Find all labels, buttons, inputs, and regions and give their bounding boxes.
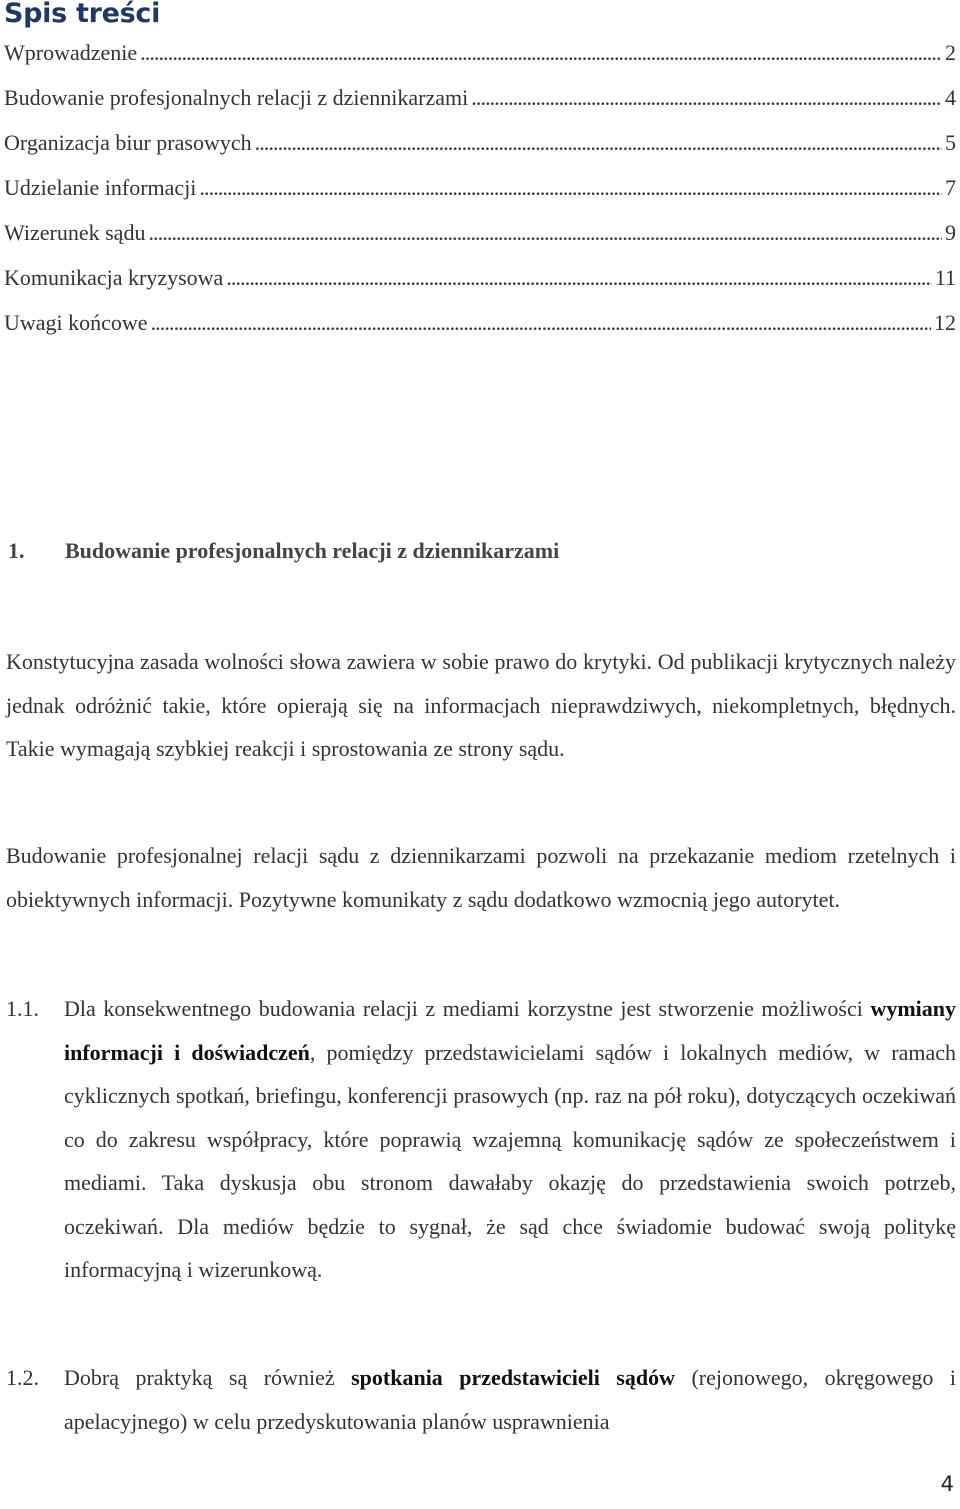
toc-entry-page[interactable]: 5 bbox=[945, 130, 956, 155]
item-number: 1.1. bbox=[6, 996, 39, 1021]
toc-entry-label[interactable]: Uwagi końcowe bbox=[4, 310, 148, 335]
toc-entry[interactable] bbox=[4, 300, 956, 345]
item-text-part: Dla konsekwentnego budowania relacji z mediami korzystne jest stworzenie możliwości bbox=[64, 996, 871, 1021]
toc-leader-dots bbox=[226, 255, 931, 300]
toc-leader-dots bbox=[151, 300, 931, 345]
section-heading bbox=[8, 538, 559, 564]
toc-title: Spis treści bbox=[4, 0, 161, 29]
toc-entry[interactable] bbox=[4, 210, 956, 255]
toc-leader-dots bbox=[199, 165, 942, 210]
table-of-contents bbox=[4, 30, 956, 345]
toc-entry[interactable] bbox=[4, 30, 956, 75]
toc-leader-dots bbox=[140, 30, 942, 75]
item-text-part: , pomiędzy przedstawicielami sądów i lokalnych mediów, w ramach cyklicznych spotkań, briefingu, konferencji prasowych (np. raz na pół roku), dotyczących oczekiwań co do zakresu współpracy, które poprawią wzajemną komunikację sądów ze społeczeństwem i mediami. Taka dyskusja obu stronom dawałaby okazję do przedstawienia swoich potrzeb, oczekiwań. Dla mediów będzie to sygnał, że sąd chce świadomie budować swoją politykę informacyjną i wizerunkową. bbox=[64, 1039, 956, 1282]
item-text bbox=[64, 1356, 956, 1443]
toc-leader-dots bbox=[471, 75, 942, 120]
toc-entry[interactable] bbox=[4, 255, 956, 300]
toc-entry-label[interactable]: Komunikacja kryzysowa bbox=[4, 265, 224, 290]
numbered-item bbox=[6, 987, 956, 1292]
toc-entry-page[interactable]: 2 bbox=[945, 40, 956, 65]
numbered-item bbox=[6, 1356, 956, 1443]
toc-leader-dots bbox=[255, 120, 942, 165]
toc-entry-page[interactable]: 12 bbox=[934, 310, 956, 335]
toc-entry-page[interactable]: 11 bbox=[934, 265, 956, 290]
toc-entry-page[interactable]: 7 bbox=[945, 175, 956, 200]
toc-entry-label[interactable]: Wizerunek sądu bbox=[4, 220, 146, 245]
item-bold-text: spotkania przedstawicieli sądów bbox=[351, 1365, 675, 1390]
item-text bbox=[64, 987, 956, 1292]
toc-leader-dots bbox=[148, 210, 942, 255]
toc-entry[interactable] bbox=[4, 120, 956, 165]
toc-entry-label[interactable]: Wprowadzenie bbox=[4, 40, 138, 65]
body-paragraph: Konstytucyjna zasada wolności słowa zawiera w sobie prawo do krytyki. Od publikacji krytycznych należy jednak odróżnić takie, które opierają się na informacjach nieprawdziwych, niekompletnych, błędnych. Takie wymagają szybkiej reakcji i sprostowania ze strony sądu. bbox=[6, 649, 956, 761]
item-bold-text: wymiany informacji i doświadczeń bbox=[64, 996, 956, 1065]
item-text-part: (rejonowego, okręgowego i apelacyjnego) w celu przedyskutowania planów usprawnienia bbox=[64, 1365, 956, 1434]
toc-entry-page[interactable]: 4 bbox=[945, 85, 956, 110]
toc-entry-page[interactable]: 9 bbox=[945, 220, 956, 245]
section-title: Budowanie profesjonalnych relacji z dziennikarzami bbox=[65, 538, 560, 563]
section-number: 1. bbox=[8, 538, 25, 563]
body-paragraph: Budowanie profesjonalnej relacji sądu z dziennikarzami pozwoli na przekazanie mediom rzetelnych i obiektywnych informacji. Pozytywne komunikaty z sądu dodatkowo wzmocnią jego autorytet. bbox=[6, 843, 956, 912]
page-number: 4 bbox=[940, 1472, 954, 1496]
toc-entry-label[interactable]: Budowanie profesjonalnych relacji z dziennikarzami bbox=[4, 85, 469, 110]
toc-entry[interactable] bbox=[4, 165, 956, 210]
item-number: 1.2. bbox=[6, 1365, 39, 1390]
toc-entry-label[interactable]: Organizacja biur prasowych bbox=[4, 130, 252, 155]
toc-entry-label[interactable]: Udzielanie informacji bbox=[4, 175, 197, 200]
toc-entry[interactable] bbox=[4, 75, 956, 120]
item-text-part: Dobrą praktyką są również bbox=[64, 1365, 352, 1390]
